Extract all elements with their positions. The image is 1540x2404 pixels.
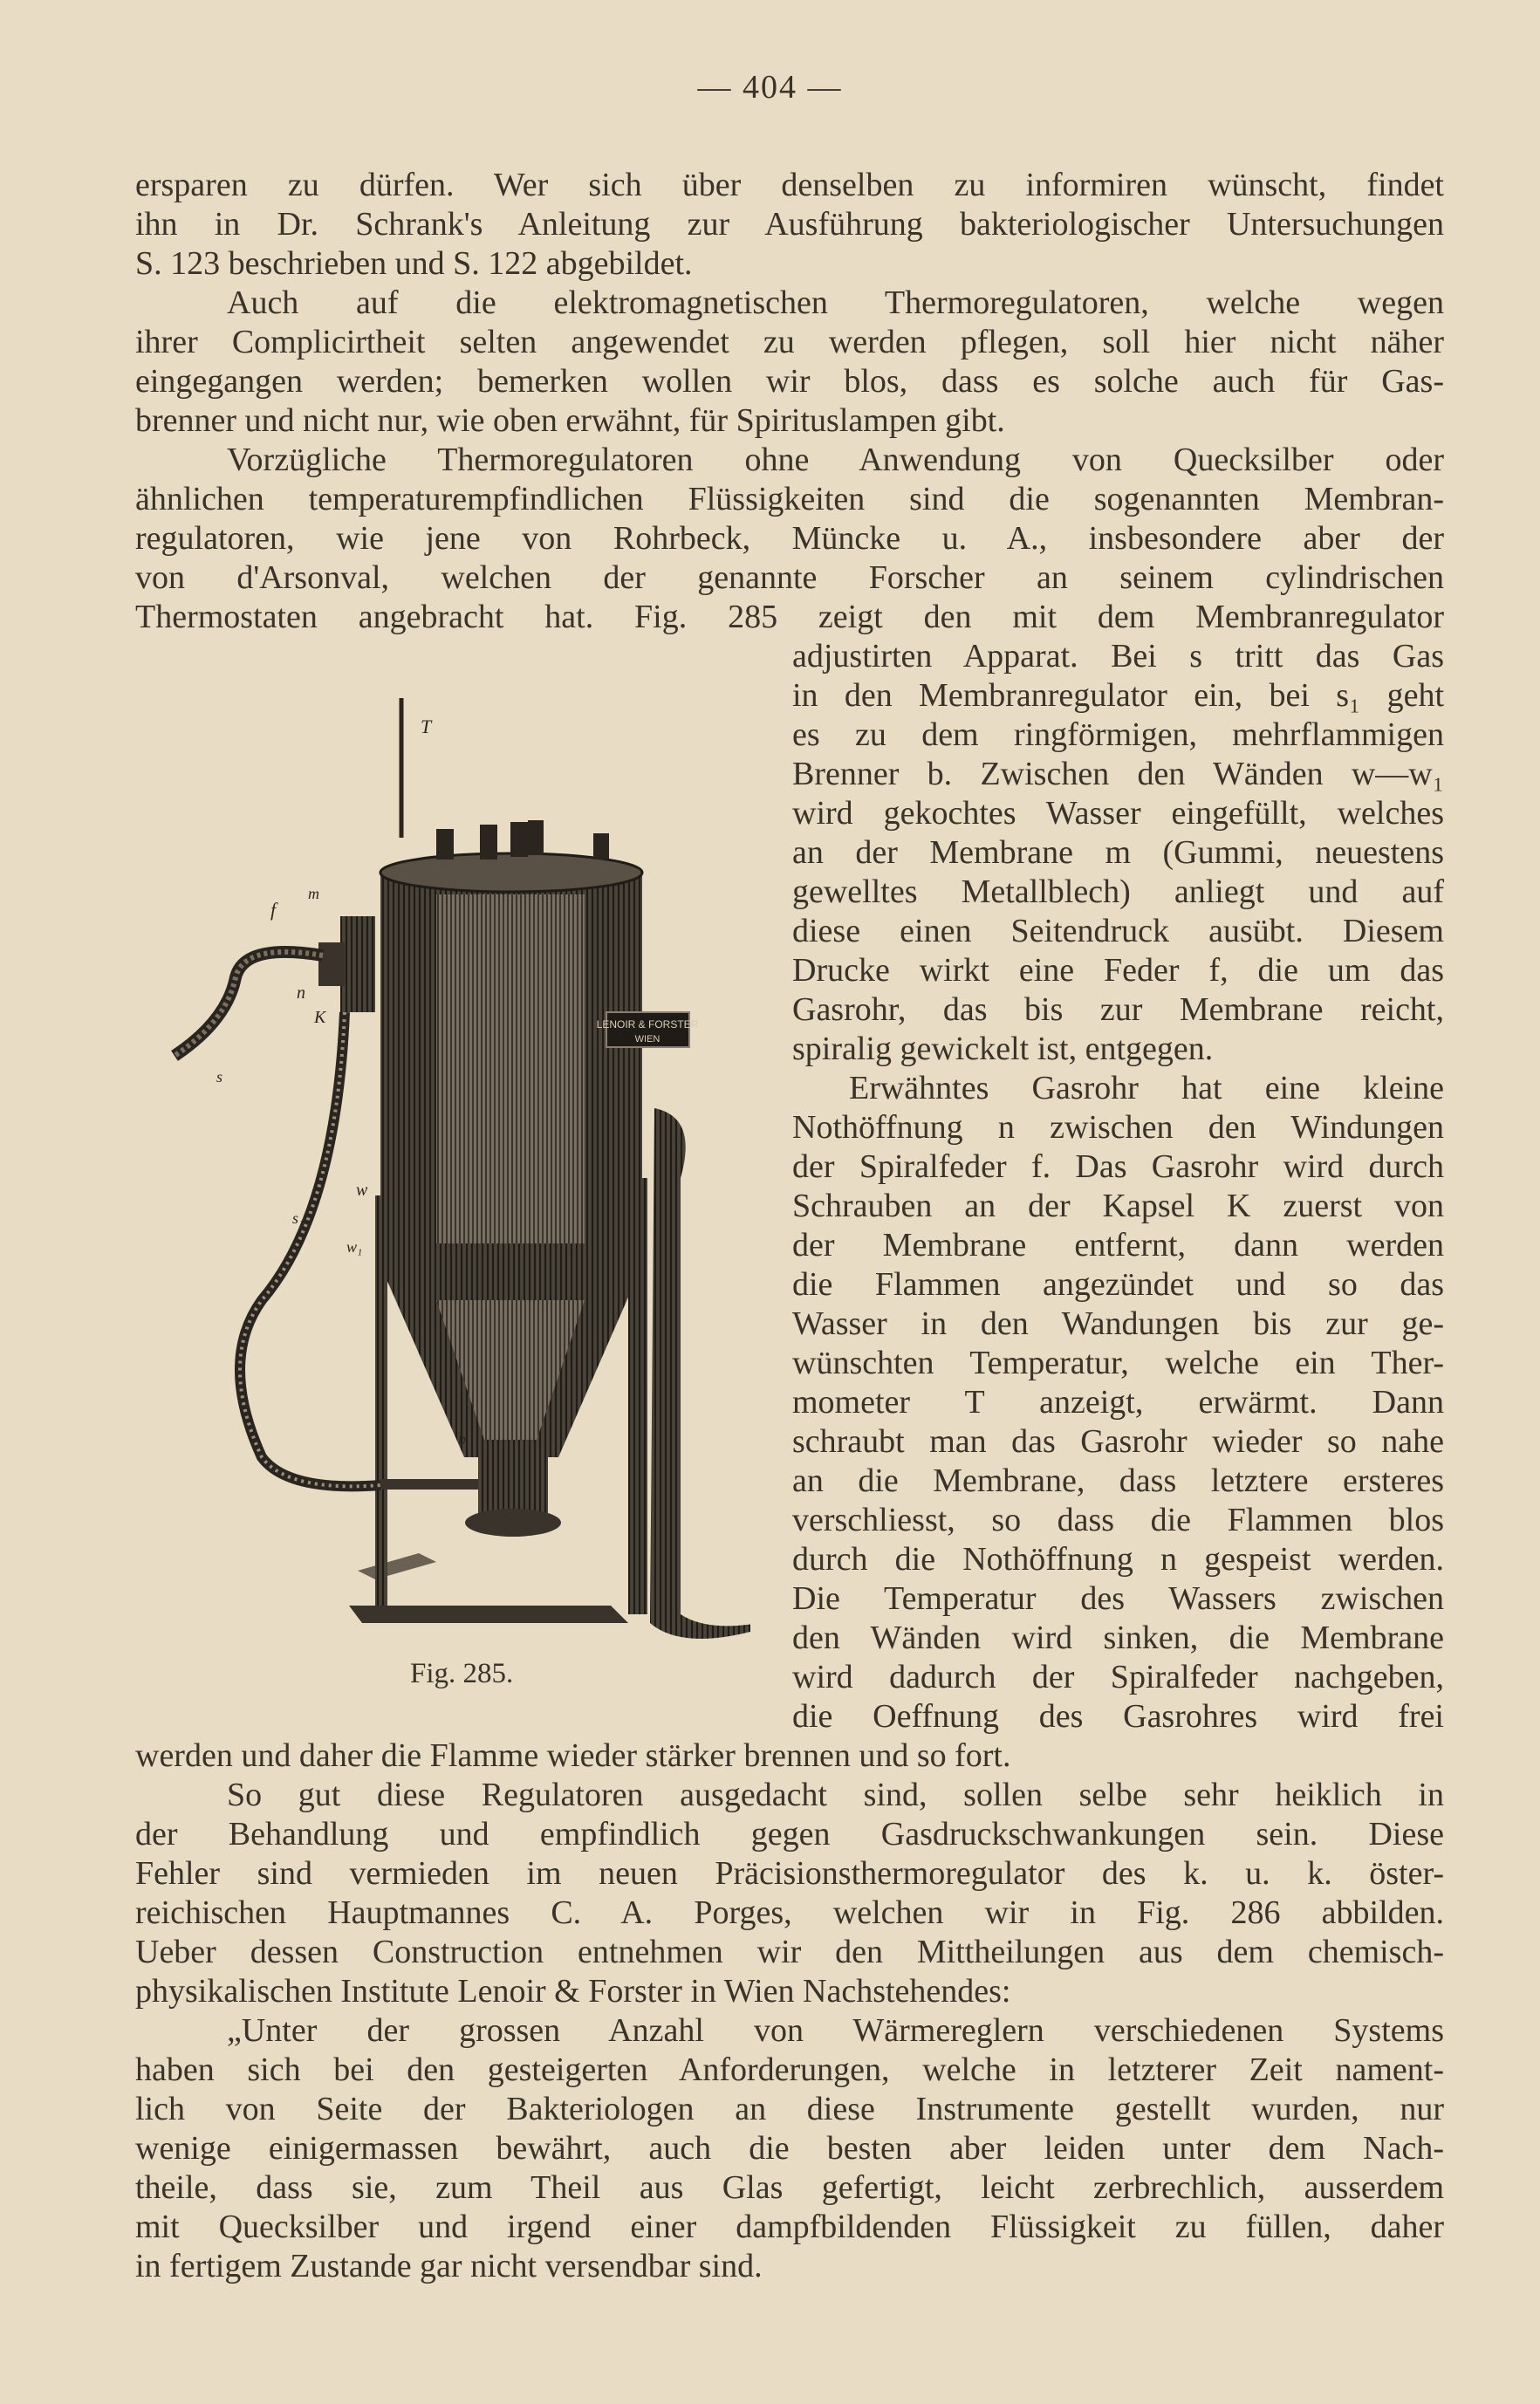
text-line: wird gekochtes Wasser eingefüllt, welches: [792, 795, 1444, 832]
text-line: adjustirten Apparat. Bei s tritt das Gas: [792, 638, 1444, 675]
label-n: n: [297, 983, 305, 1003]
label-s1: s₁: [292, 1209, 305, 1227]
text-line: werden und daher die Flamme wieder stärker brennen und so fort.: [135, 1737, 1011, 1774]
text-line: schraubt man das Gasrohr wieder so nahe: [792, 1423, 1444, 1460]
text-line: brenner und nicht nur, wie oben erwähnt, für Spirituslampen gibt.: [135, 402, 1005, 439]
text-line: es zu dem ringförmigen, mehrflammigen: [792, 716, 1444, 753]
text-line: ihn in Dr. Schrank's Anleitung zur Ausführung bakteriologischer Untersuchungen: [135, 206, 1444, 243]
text-line: in fertigem Zustande gar nicht versendbar sind.: [135, 2248, 763, 2284]
page-number: — 404 —: [697, 69, 843, 106]
text-line: durch die Nothöffnung n gespeist werden.: [792, 1541, 1444, 1578]
text-line: reichischen Hauptmannes C. A. Porges, welchen wir in Fig. 286 abbilden.: [135, 1894, 1444, 1931]
text-line: haben sich bei den gesteigerten Anforderungen, welche in letzterer Zeit nament-: [135, 2051, 1444, 2088]
text-line: regulatoren, wie jene von Rohrbeck, Müncke u. A., insbesondere aber der: [135, 520, 1444, 557]
text-line: Ueber dessen Construction entnehmen wir den Mittheilungen aus dem chemisch-: [135, 1934, 1444, 1970]
text-line: „Unter der grossen Anzahl von Wärmereglern verschiedenen Systems: [227, 2012, 1444, 2049]
text-line: Fehler sind vermieden im neuen Präcisionsthermoregulator des k. u. k. öster-: [135, 1855, 1444, 1892]
text-line: verschliesst, so dass die Flammen blos: [792, 1502, 1444, 1538]
text-line: Die Temperatur des Wassers zwischen: [792, 1580, 1444, 1617]
text-line: S. 123 beschrieben und S. 122 abgebildet.: [135, 245, 693, 282]
text-line: ihrer Complicirtheit selten angewendet zu werden pflegen, soll hier nicht näher: [135, 324, 1444, 360]
text-line: ähnlichen temperaturempfindlichen Flüssigkeiten sind die sogenannten Membran-: [135, 481, 1444, 517]
text-line: ersparen zu dürfen. Wer sich über denselben zu informiren wünscht, findet: [135, 167, 1444, 203]
text-line: theile, dass sie, zum Theil aus Glas gefertigt, leicht zerbrechlich, ausserdem: [135, 2169, 1444, 2206]
label-w: w: [356, 1181, 368, 1200]
text-line: mometer T anzeigt, erwärmt. Dann: [792, 1384, 1444, 1421]
text-line: Thermostaten angebracht hat. Fig. 285 zeigt den mit dem Membranregulator: [135, 599, 1444, 635]
text-line: an der Membrane m (Gummi, neuestens: [792, 834, 1444, 871]
text-line: der Spiralfeder f. Das Gasrohr wird durch: [792, 1148, 1444, 1185]
text-line: Vorzügliche Thermoregulatoren ohne Anwendung von Quecksilber oder: [227, 442, 1444, 478]
text-line: den Wänden wird sinken, die Membrane: [792, 1620, 1444, 1656]
text-line: eingegangen werden; bemerken wollen wir blos, dass es solche auch für Gas-: [135, 363, 1444, 400]
text-line: spiralig gewickelt ist, entgegen.: [792, 1031, 1214, 1067]
label-T: T: [421, 716, 432, 737]
text-line: Auch auf die elektromagnetischen Thermoregulatoren, welche wegen: [227, 284, 1444, 321]
figure-caption: Fig. 285.: [410, 1658, 514, 1689]
label-K: K: [314, 1008, 326, 1027]
text-line: gewelltes Metallblech) anliegt und auf: [792, 873, 1444, 910]
text-line: die Oeffnung des Gasrohres wird frei: [792, 1698, 1444, 1735]
text-line: der Behandlung und empfindlich gegen Gasdruckschwankungen sein. Diese: [135, 1816, 1444, 1853]
text-line: wünschten Temperatur, welche ein Ther-: [792, 1345, 1444, 1381]
text-line: in den Membranregulator ein, bei s₁ geht: [792, 677, 1444, 714]
text-line: Nothöffnung n zwischen den Windungen: [792, 1109, 1444, 1146]
label-m: m: [308, 885, 319, 902]
text-line: wird dadurch der Spiralfeder nachgeben,: [792, 1659, 1444, 1695]
label-w1: w₁: [346, 1238, 363, 1256]
text-line: diese einen Seitendruck ausübt. Diesem: [792, 913, 1444, 949]
text-line: wenige einigermassen bewährt, auch die besten aber leiden unter dem Nach-: [135, 2130, 1444, 2167]
thermostat-figure: [140, 689, 750, 1667]
text-line: der Membrane entfernt, dann werden: [792, 1227, 1444, 1264]
svg-text:LENOIR & FORSTER: LENOIR & FORSTER: [596, 1018, 699, 1031]
text-line: Erwähntes Gasrohr hat eine kleine: [849, 1070, 1444, 1106]
label-s: s: [216, 1068, 223, 1086]
text-line: Gasrohr, das bis zur Membrane reicht,: [792, 991, 1444, 1028]
text-line: physikalischen Institute Lenoir & Forster in Wien Nachstehendes:: [135, 1973, 1011, 2010]
text-line: Wasser in den Wandungen bis zur ge-: [792, 1305, 1444, 1342]
label-f: f: [270, 899, 277, 921]
text-line: Brenner b. Zwischen den Wänden w—w₁: [792, 756, 1444, 792]
text-line: lich von Seite der Bakteriologen an diese Instrumente gestellt wurden, nur: [135, 2091, 1444, 2127]
text-line: von d'Arsonval, welchen der genannte Forscher an seinem cylindrischen: [135, 559, 1444, 596]
text-line: Schrauben an der Kapsel K zuerst von: [792, 1188, 1444, 1224]
text-line: an die Membrane, dass letztere ersteres: [792, 1462, 1444, 1499]
text-line: die Flammen angezündet und so das: [792, 1266, 1444, 1303]
svg-text:WIEN: WIEN: [634, 1034, 660, 1044]
text-line: So gut diese Regulatoren ausgedacht sind, sollen selbe sehr heiklich in: [227, 1777, 1444, 1813]
text-line: mit Quecksilber und irgend einer dampfbildenden Flüssigkeit zu füllen, daher: [135, 2209, 1444, 2245]
label-b: b: [458, 1430, 466, 1448]
text-line: Drucke wirkt eine Feder f, die um das: [792, 952, 1444, 989]
